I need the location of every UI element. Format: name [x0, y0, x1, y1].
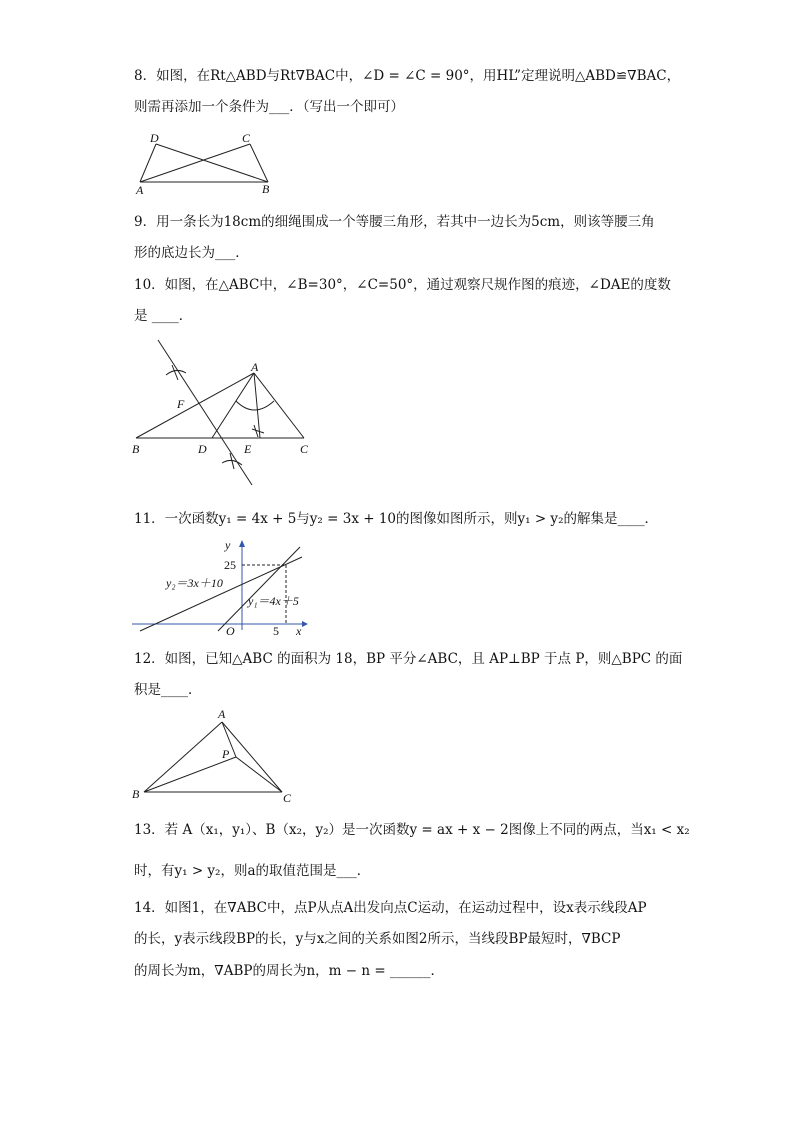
q11-x-axis-label: x [296, 624, 302, 638]
q12-line2: 积是____． [134, 682, 202, 698]
q11-eq1-label: y₁＝4x＋5 [248, 594, 299, 608]
q12-figure [130, 706, 305, 806]
q10-line2: 是 ____． [134, 308, 193, 324]
q8-label-B: B [262, 182, 270, 196]
q12-label-A: A [218, 707, 226, 721]
q11-figure [130, 535, 320, 640]
q8-figure [130, 130, 290, 198]
q8-label-C: C [242, 131, 251, 145]
q14-line1: 14．如图1，在∇ABC中，点P从点A出发向点C运动，在运动过程中，设x表示线段AP [134, 900, 647, 916]
q13-line1: 13．若 A（x₁，y₁）、B（x₂，y₂）是一次函数y = ax + x − 2图像上不同的两点，当x₁ < x₂ [134, 822, 690, 838]
q8-label-A: A [136, 183, 144, 197]
q10-label-C: C [300, 442, 309, 456]
q11-line1: 11．一次函数y₁ = 4x + 5与y₂ = 3x + 10的图像如图所示，则y₁ > y₂的解集是____． [134, 511, 658, 527]
q11-value-25: 25 [224, 558, 236, 572]
q12-label-C: C [283, 791, 292, 805]
q10-label-F: F [177, 397, 185, 411]
q11-origin-label: O [226, 624, 235, 638]
q10-label-E: E [244, 442, 252, 456]
q12-label-P: P [222, 747, 230, 761]
q11-value-5: 5 [273, 624, 279, 638]
q12-label-B: B [132, 787, 140, 801]
q10-figure [130, 335, 320, 490]
q14-line3: 的周长为m，∇ABP的周长为n，m − n = ______． [134, 963, 444, 979]
q8-label-D: D [150, 131, 159, 145]
q10-line1: 10．如图，在△ABC中，∠B=30°，∠C=50°，通过观察尺规作图的痕迹，∠DAE的度数 [134, 277, 671, 293]
q10-label-A: A [251, 360, 259, 374]
q9-line1: 9．用一条长为18cm的细绳围成一个等腰三角形，若其中一边长为5cm，则该等腰三角 [134, 214, 655, 230]
q9-line2: 形的底边长为___． [134, 245, 249, 261]
q8-line2: 则需再添加一个条件为___．（写出一个即可） [134, 99, 404, 115]
q11-y-axis-label: y [225, 538, 231, 552]
q12-line1: 12．如图，已知△ABC 的面积为 18，BP 平分∠ABC，且 AP⊥BP 于点 P，则△BPC 的面 [134, 651, 683, 667]
q8-line1: 8．如图，在Rt△ABD与Rt∇BAC中，∠D = ∠C = 90°，用HL”定理说明△ABD≌∇BAC， [134, 68, 681, 84]
q11-eq2-label: y₂＝3x＋10 [166, 576, 223, 590]
q10-label-D: D [198, 442, 207, 456]
q13-line2: 时，有y₁ > y₂，则a的取值范围是___． [134, 863, 371, 879]
q10-label-B: B [132, 442, 140, 456]
q14-line2: 的长，y表示线段BP的长，y与x之间的关系如图2所示，当线段BP最短时，∇BCP [134, 931, 621, 947]
